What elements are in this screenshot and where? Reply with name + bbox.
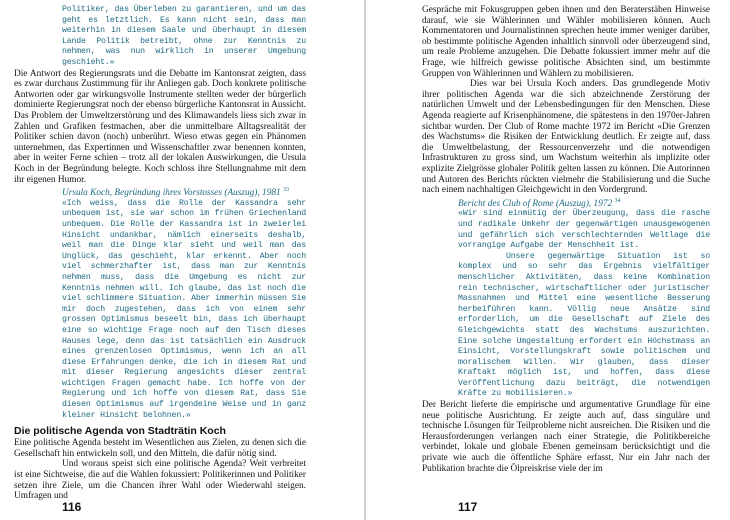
quote-source-text: Ursula Koch, Begründung ihres Vorstosses (Auszug), 1981 [62,188,281,199]
footnote-ref: 34 [614,197,621,204]
quote-continuation: Politiker, das Überleben zu garantieren, und um das geht es letztlich. Es kann nicht sein, dass man weiterhin in diesem Saale und überhaupt in diesem Lande Politik betreibt, ohne zur Kenntnis zu nehmen, was nun wirklich in unserer Umgebung geschieht.» [62,5,306,67]
body-paragraph: Die Antwort des Regierungsrats und die Debatte im Kantonsrat zeigten, dass es zwar durchaus Zustimmung für ihr Anliegen gab. Doch konkrete politische Antworten oder gar wirkungsvolle Instrumente stellten weder der bürgerlich dominierte Regierungsrat noch der ebenso bürgerliche Kantonsrat in Aussicht. Das Problem der Umweltzerstörung und des Klimawandels liess sich zwar in Zahlen und Grafiken festmachen, aber die unmittelbare Alltagsrealität der Politiker schien davon (noch) unberührt. Wieso etwas gegen ein Phänomen unternehmen, das Expertinnen und Wissenschaftler zwar benennen konnten, aber in weiter Ferne schien – trotz all der lokalen Auswirkungen, die Ursula Koch in der Begründung belegte. Koch schloss ihre Stellungnahme mit dem ihr eigenen Humor. [14,68,306,185]
right-text-column [422,5,710,474]
left-page [0,0,364,520]
page-number: 116 [62,500,82,514]
quote-source [422,196,710,210]
quote-source-text: Bericht des Club of Rome (Auszug), 1972 [458,198,613,209]
body-paragraph: Eine politische Agenda besteht im Wesentlichen aus Zielen, zu denen sich die Gesellschaft hin entwickeln soll, und den Mitteln, die dafür nötig sind. [14,438,306,459]
quote-source [14,185,306,199]
block-quote: «Ich weiss, dass die Rolle der Kassandra sehr unbequem ist, sie war schon im frühen Griechenland unbequem. Die Rolle der Kassandra ist in zweierlei Hinsicht undankbar, nämlich einerseits deshalb, weil man die Dinge klar sieht und weil man das Unglück, das geschieht, klar erkennt. Aber noch viel schmerzhafter ist, dass man zur Kenntnis nehmen muss, dass die Umgebung es nicht zur Kenntnis nehmen will. Ich glaube, das ist noch die viel schlimmere Situation. Aber immerhin müssen Sie mir doch zugestehen, dass ich von einem sehr grossen Optimismus beseelt bin, dass ich überhaupt eine so wichtige Frage noch auf den Tisch dieses Hauses lege, denn das ist tatsächlich ein Ausdruck eines grenzenlosen Optimismus, wenn ich an all diese Erfahrungen denke, die ich in diesem Rat und mit dieser Regierung angesichts dieser zentral wichtigen Fragen gemacht habe. Ich hoffe von der Regierung und ich hoffe von diesem Rat, dass Sie diesen Optimismus auf irgendeine Weise und in ganz kleiner Hinsicht belohnen.» [62,198,306,420]
page-number: 117 [458,500,478,514]
block-quote: «Wir sind einmütig der Überzeugung, dass die rasche und radikale Umkehr der gegenwärtigen unausgewogenen und gefährlich sich verschlechternden Weltlage die vorrangige Aufgabe der Menschheit ist. [458,209,710,251]
body-paragraph: Dies war bei Ursula Koch anders. Das grundlegende Motiv ihrer politischen Agenda war die sich abzeichnende Zerstörung der natürlichen Umwelt und der Lebensbedingungen für den Menschen. Diese Agenda reagierte auf Krisenphänomene, die spätestens in den 1970er-Jahren sichtbar wurden. Der Club of Rome machte 1972 im Bericht «Die Grenzen des Wachstums» die Risiken der Entwicklung deutlich. Er zeigte auf, dass die Umweltbelastung, der Ressourcenverzehr und die notwendigen Infrastrukturen zu gross sind, um Wachstum weiterhin als implizite oder explizite Zielgrösse globaler Politik gelten lassen zu können. Die Autorinnen und Autoren des Berichts rückten vielmehr die Stabilisierung und die Suche nach einem nachhaltigen Gleichgewicht in den Vordergrund. [422,79,710,196]
right-page [366,0,730,520]
footnote-ref: 33 [282,187,289,194]
body-paragraph: Der Bericht lieferte die empirische und argumentative Grundlage für eine neue politische Ausrichtung. Er zeigte auch auf, dass singuläre und technische Lösungen für Teilprobleme nicht ausreichen. Die Risiken und die Herausforderungen verlangen nach einer Strategie, die Politikbereiche verbindet, lokale und globale Ebenen gemeinsam berücksichtigt und die private wie auch die öffentliche Sphäre erfasst. Nur ein Jahr nach der Publikation brachte die Ölpreiskrise viele der im [422,400,710,474]
body-paragraph: Und woraus speist sich eine politische Agenda? Weit verbreitet ist eine Sichtweise, die auf die Wahlen fokussiert: Politikerinnen und Politiker setzen ihre Ziele, um die Chancen ihrer Wahl oder Wiederwahl steigen. Umfragen und [14,459,306,502]
block-quote: Unsere gegenwärtige Situation ist so komplex und so sehr das Ergebnis vielfältiger menschlicher Aktivitäten, dass keine Kombination rein technischer, wirtschaftlicher oder juristischer Massnahmen und Mittel eine wesentliche Besserung herbeiführen kann. Völlig neue Ansätze sind erforderlich, um die Gesellschaft auf Ziele des Gleichgewichts statt des Wachstums auszurichten. Eine solche Umgestaltung erfordert ein Höchstmass an Einsicht, Vorstellungskraft sowie politischem und moralischem Willen. Wir glauben, dass dieser Kraftakt möglich ist, und hoffen, dass diese Veröffentlichung dazu beiträgt, die notwendigen Kräfte zu mobilisieren.» [458,251,710,399]
body-paragraph: Gespräche mit Fokusgruppen geben ihnen und den Beraterstäben Hinweise darauf, wie sie Wählerinnen und Wähler mobilisieren können. Auch Kommentatoren und Journalistinnen sprechen heute immer weniger darüber, ob bestimmte politische Agenden inhaltlich sinnvoll oder überzeugend sind, um reale Probleme anzugehen. Die Debatte fokussiert immer mehr auf die Frage, wie hilfreich gewisse politische Absichten sind, um bestimmte Gruppen von Wählerinnen und Wählern zu mobilisieren. [422,5,710,79]
section-heading: Die politische Agenda von Stadträtin Koch [14,425,226,438]
left-text-column [14,5,306,502]
